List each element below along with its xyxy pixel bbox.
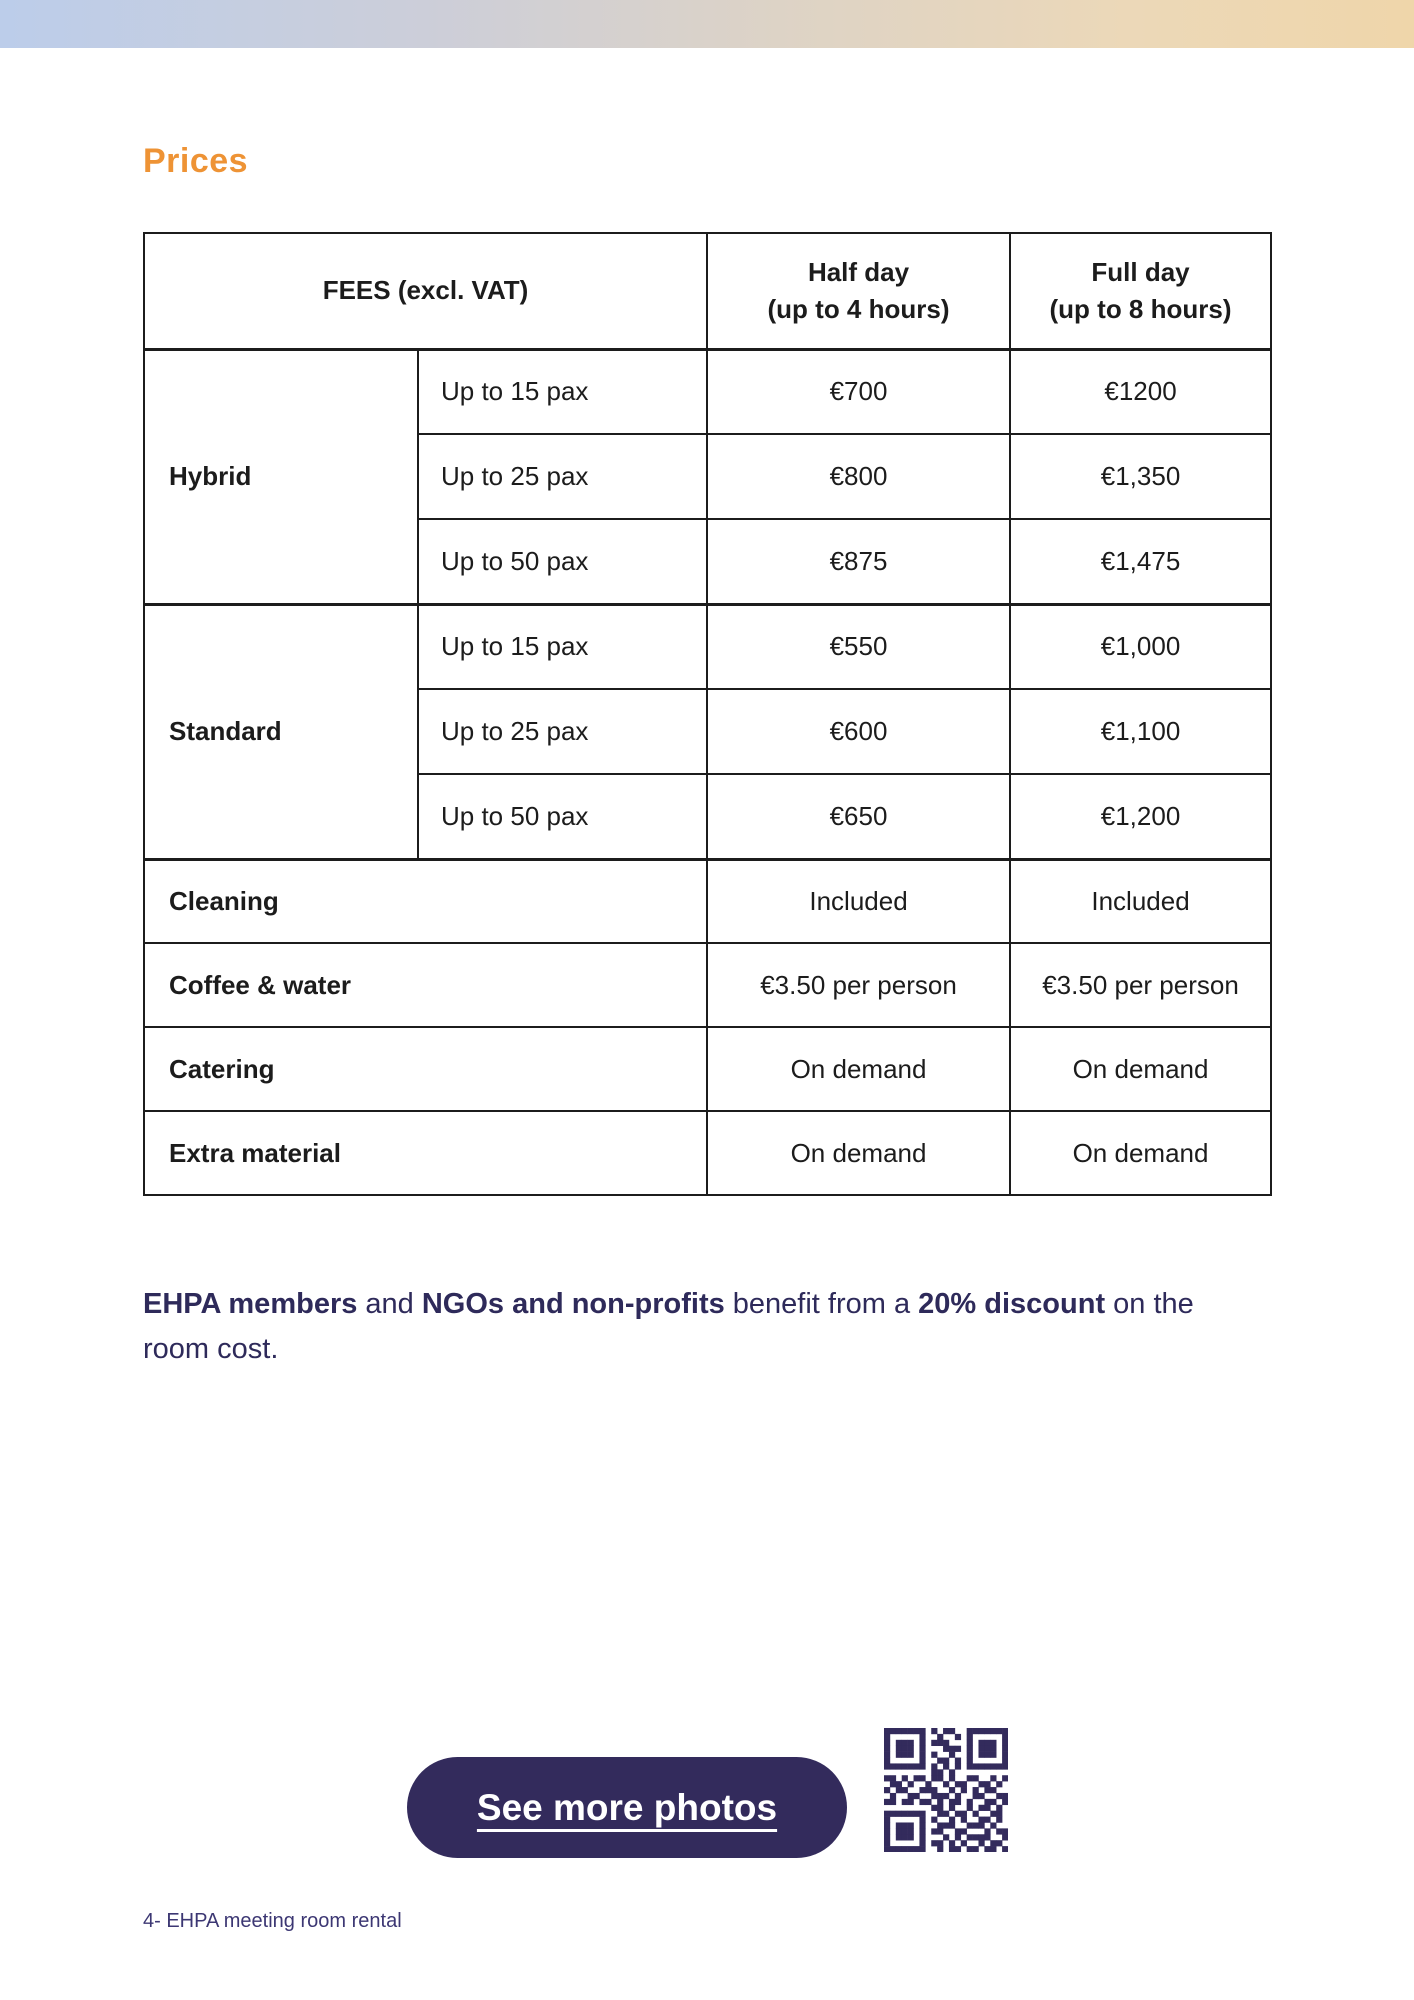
price-cell: On demand <box>707 1111 1010 1195</box>
note-segment: 20% discount <box>918 1288 1106 1320</box>
half-day-header-cell <box>707 233 1010 349</box>
full-day-line1: Full day <box>1091 256 1190 287</box>
tier-cell: Up to 50 pax <box>418 519 707 604</box>
full-day-header-cell <box>1010 233 1271 349</box>
price-cell: €1,350 <box>1010 434 1271 519</box>
price-cell: €600 <box>707 689 1010 774</box>
price-cell: €1,475 <box>1010 519 1271 604</box>
price-cell: On demand <box>1010 1027 1271 1111</box>
price-cell: €3.50 per person <box>1010 943 1271 1027</box>
tier-cell: Up to 25 pax <box>418 689 707 774</box>
tier-cell: Up to 15 pax <box>418 349 707 434</box>
note-segment: room cost. <box>143 1333 279 1365</box>
note-segment: on the <box>1105 1288 1194 1320</box>
price-cell: €1200 <box>1010 349 1271 434</box>
price-cell: €1,200 <box>1010 774 1271 859</box>
note-segment: benefit from a <box>724 1288 919 1320</box>
page-footer: 4- EHPA meeting room rental <box>143 1910 402 1932</box>
discount-note <box>143 1282 1288 1372</box>
table-row <box>144 1027 1271 1111</box>
half-day-line1: Half day <box>807 256 910 287</box>
note-segment: NGOs and non-profits <box>421 1288 725 1320</box>
qr-code-svg <box>884 1728 1008 1852</box>
tier-cell: Up to 50 pax <box>418 774 707 859</box>
group-label-hybrid: Hybrid <box>144 349 418 604</box>
tier-cell: Up to 25 pax <box>418 434 707 519</box>
see-more-photos-button[interactable] <box>407 1757 847 1858</box>
table-row <box>144 859 1271 943</box>
fees-table <box>143 232 1272 1196</box>
table-header-row <box>144 233 1271 349</box>
price-cell: €700 <box>707 349 1010 434</box>
price-cell: €800 <box>707 434 1010 519</box>
price-cell: €1,000 <box>1010 604 1271 689</box>
table-row <box>144 349 1271 434</box>
price-cell: Included <box>707 859 1010 943</box>
price-cell: €650 <box>707 774 1010 859</box>
header-gradient-band <box>0 0 1414 48</box>
table-row <box>144 943 1271 1027</box>
fees-header-cell: FEES (excl. VAT) <box>144 233 707 349</box>
note-segment: EHPA members <box>143 1288 358 1320</box>
price-cell: On demand <box>1010 1111 1271 1195</box>
tier-cell: Up to 15 pax <box>418 604 707 689</box>
extra-label-catering: Catering <box>144 1027 707 1111</box>
table-row <box>144 1111 1271 1195</box>
extra-label-extra-material: Extra material <box>144 1111 707 1195</box>
see-more-photos-label: See more photos <box>476 1786 778 1828</box>
qr-code <box>884 1728 1008 1852</box>
group-label-standard: Standard <box>144 604 418 859</box>
note-segment: and <box>357 1288 422 1320</box>
price-cell: Included <box>1010 859 1271 943</box>
price-cell: €1,100 <box>1010 689 1271 774</box>
price-cell: On demand <box>707 1027 1010 1111</box>
half-day-line2: (up to 4 hours) <box>767 293 950 324</box>
price-cell: €3.50 per person <box>707 943 1010 1027</box>
extra-label-coffee-water: Coffee & water <box>144 943 707 1027</box>
price-cell: €875 <box>707 519 1010 604</box>
extra-label-cleaning: Cleaning <box>144 859 707 943</box>
table-row <box>144 604 1271 689</box>
page-title: Prices <box>143 142 249 180</box>
full-day-line2: (up to 8 hours) <box>1049 293 1232 324</box>
price-cell: €550 <box>707 604 1010 689</box>
